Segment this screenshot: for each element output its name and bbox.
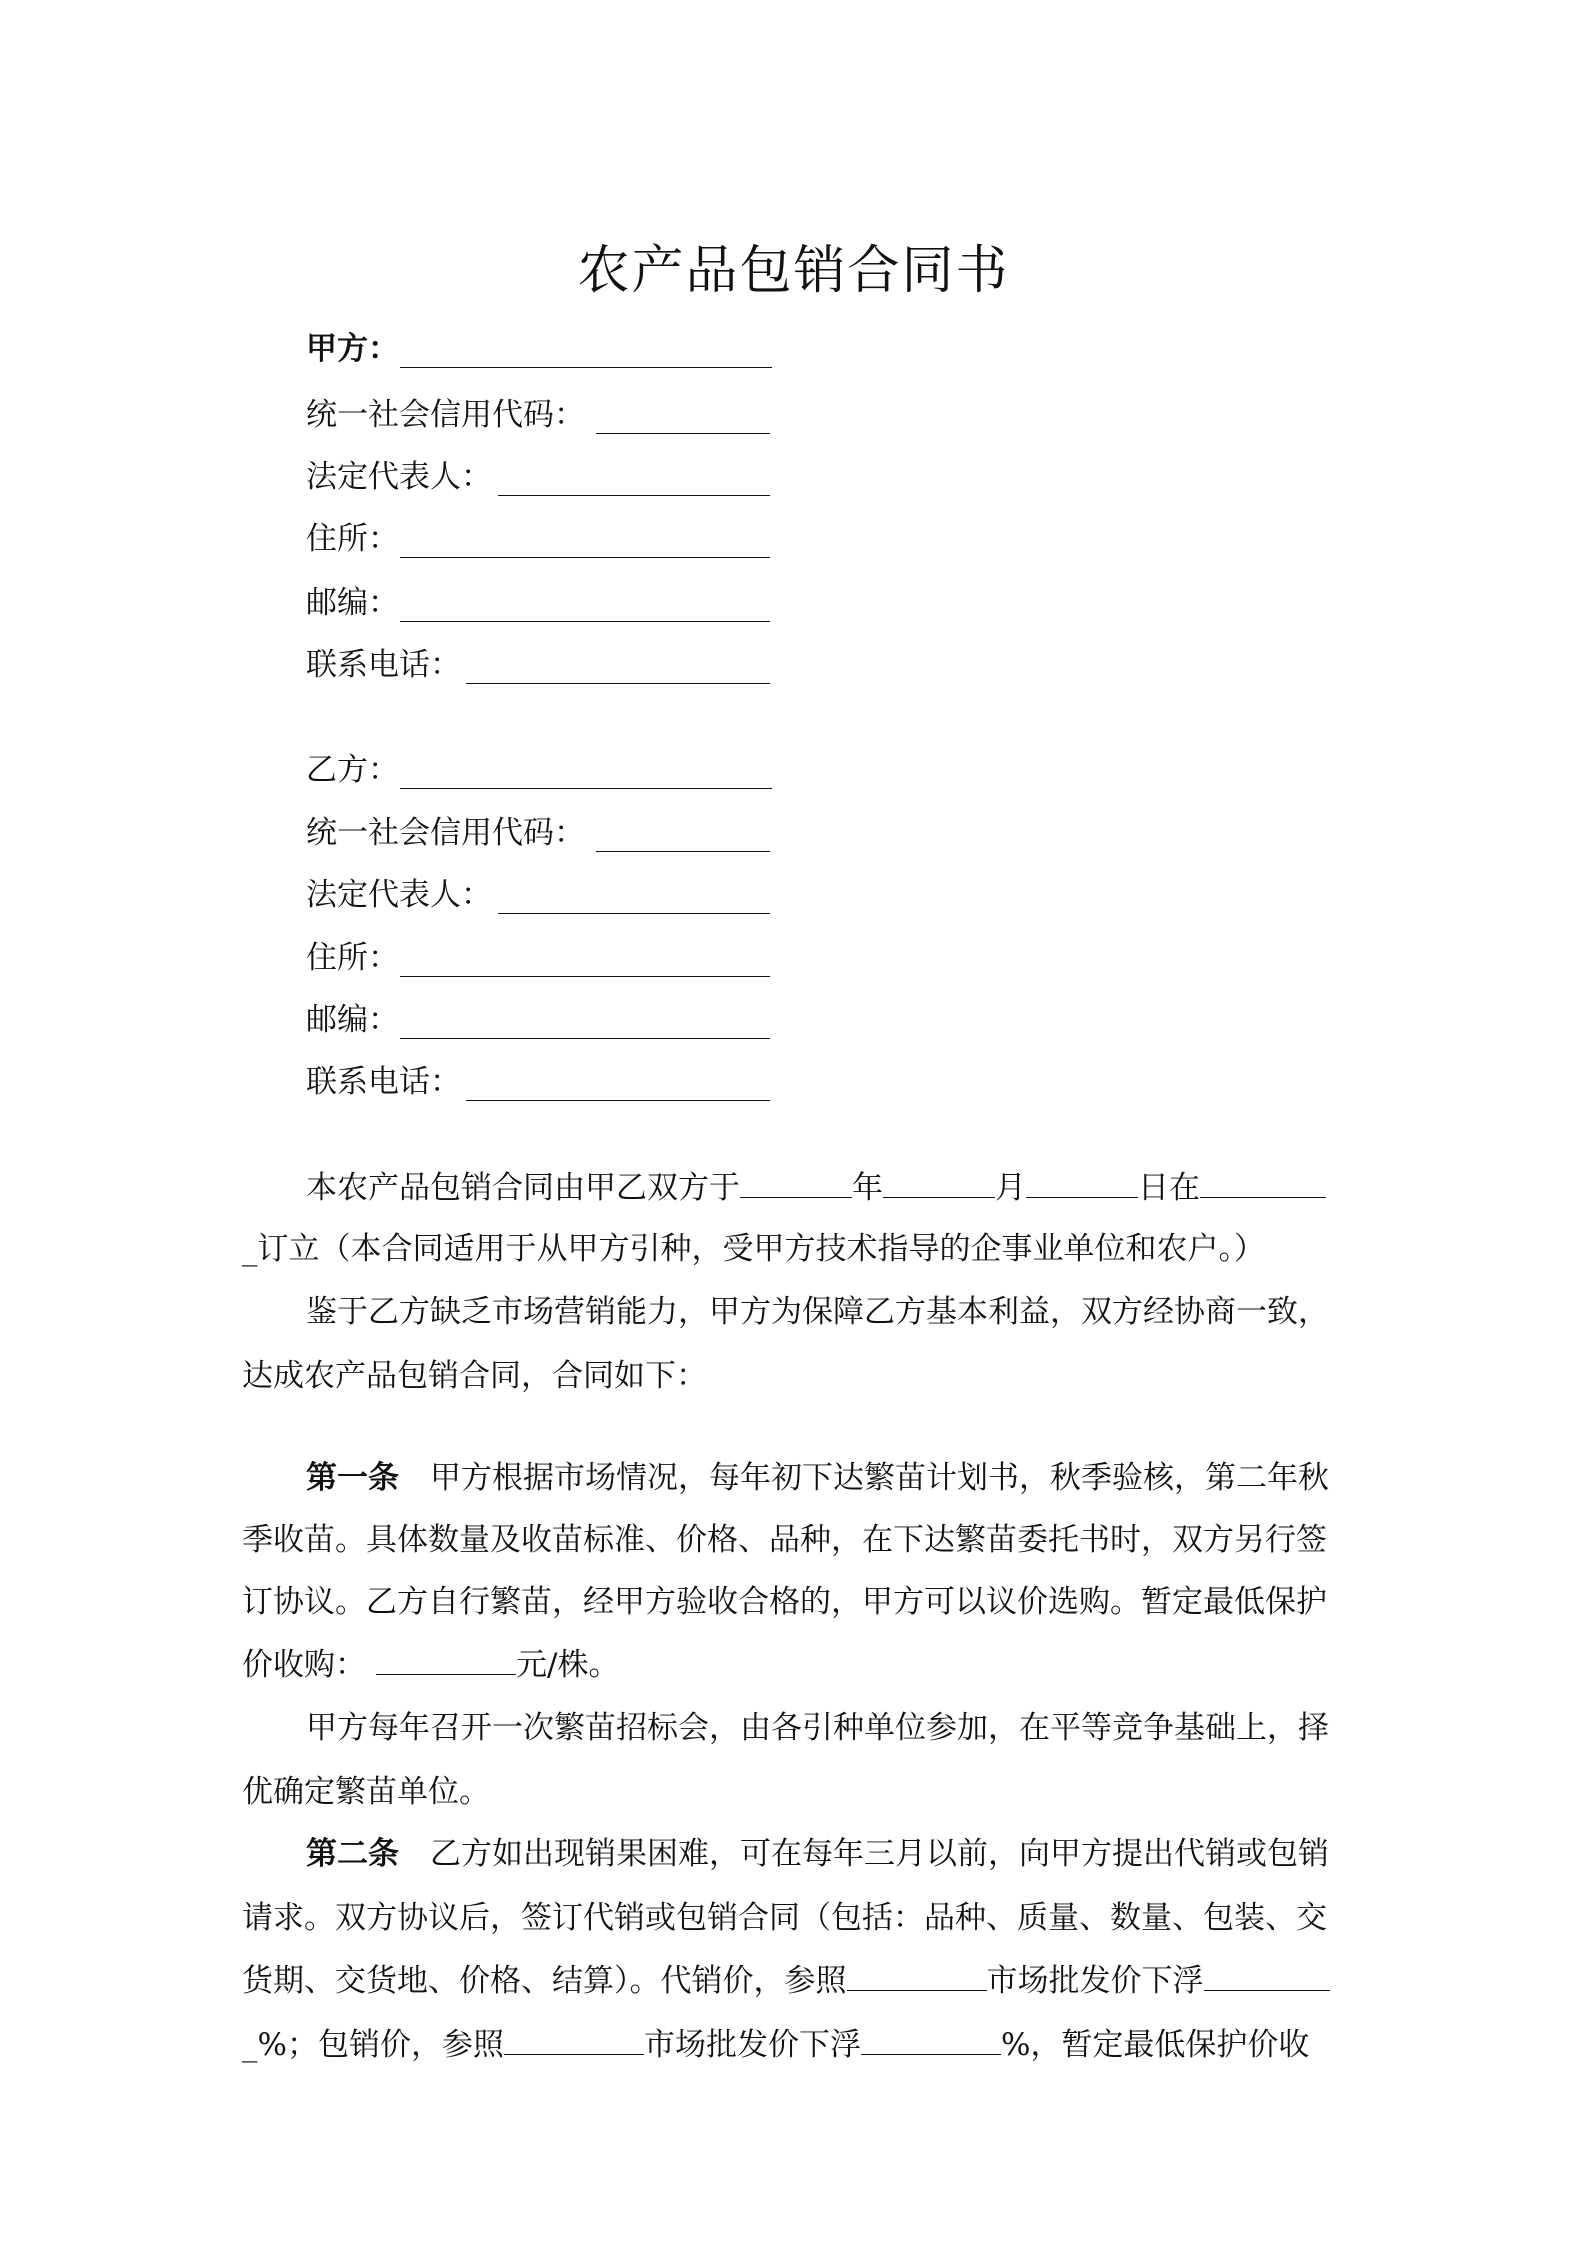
party-b-rep-field (306, 873, 492, 917)
party-a-address-field (306, 517, 399, 561)
party-a-address-label: 住所： (306, 521, 399, 557)
article-1-line-3: 订协议。乙方自行繁苗，经甲方验收合格的，甲方可以议价选购。暂定最低保护 (242, 1584, 1327, 1620)
article-2-line-3 (242, 1958, 1330, 2002)
place-blank[interactable] (1200, 1165, 1326, 1198)
party-a-phone-label: 联系电话： (306, 647, 461, 683)
party-b-credit-label: 统一社会信用代码： (306, 815, 585, 851)
party-a-rep-line[interactable] (498, 495, 770, 496)
party-a-credit-line[interactable] (596, 433, 770, 434)
party-b-address-line[interactable] (400, 976, 770, 977)
party-b-rep-line[interactable] (498, 913, 770, 914)
para-3-line-1: 甲方每年召开一次繁苗招标会，由各引种单位参加，在平等竞争基础上，择 (306, 1710, 1329, 1746)
day-label: 日在 (1138, 1170, 1200, 1206)
para-1-text: 本农产品包销合同由甲乙双方于 (306, 1170, 740, 1206)
party-a-rep-label: 法定代表人： (306, 459, 492, 495)
para-2-line-1: 鉴于乙方缺乏市场营销能力，甲方为保障乙方基本利益，双方经协商一致， (306, 1294, 1329, 1330)
party-a-zip-field (306, 581, 399, 625)
document-title: 农产品包销合同书 (577, 241, 1010, 301)
day-blank[interactable] (1026, 1165, 1138, 1198)
party-a-zip-label: 邮编： (306, 585, 399, 621)
party-b-name-field (306, 748, 399, 792)
agency-discount-continuation: _ (242, 2027, 258, 2063)
agency-market-blank[interactable] (847, 1958, 987, 1991)
party-a-credit-field (306, 393, 585, 437)
agency-discount-blank[interactable] (1204, 1958, 1330, 1991)
para-1-line-2 (242, 1227, 1265, 1271)
article-2-text-1: 乙方如出现销果困难，可在每年三月以前，向甲方提出代销或包销 (430, 1836, 1329, 1872)
party-a-name-field (306, 327, 399, 371)
party-a-credit-label: 统一社会信用代码： (306, 397, 585, 433)
party-a-address-line[interactable] (400, 557, 770, 558)
article-2-text-4a: %；包销价，参照 (257, 2027, 504, 2063)
article-2-text-4b: 市场批发价下浮 (643, 2027, 861, 2063)
party-b-zip-label: 邮编： (306, 1002, 399, 1038)
party-a-name-label: 甲方： (306, 331, 399, 367)
article-1-text-4a: 价收购： (242, 1647, 366, 1683)
party-b-zip-line[interactable] (400, 1038, 770, 1039)
para-2-line-2: 达成农产品包销合同，合同如下： (242, 1358, 707, 1394)
min-price-blank[interactable] (376, 1642, 516, 1675)
party-b-name-line[interactable] (400, 788, 772, 789)
party-b-name-label: 乙方： (306, 752, 399, 788)
party-b-address-field (306, 936, 399, 980)
package-discount-blank[interactable] (861, 2022, 1001, 2055)
article-2-text-3b: 市场批发价下浮 (986, 1963, 1204, 1999)
party-a-phone-field (306, 643, 461, 687)
article-1-text-4b: 元/株。 (516, 1647, 620, 1683)
article-1-line-2: 季收苗。具体数量及收苗标准、价格、品种，在下达繁苗委托书时，双方另行签 (242, 1522, 1327, 1558)
party-b-phone-label: 联系电话： (306, 1064, 461, 1100)
article-1-label: 第一条 (306, 1460, 399, 1496)
para-1-line-1 (306, 1165, 1326, 1209)
party-a-rep-field (306, 455, 492, 499)
party-b-credit-line[interactable] (596, 851, 770, 852)
article-1-line-4 (242, 1642, 619, 1686)
party-b-zip-field (306, 998, 399, 1042)
party-a-name-line[interactable] (400, 367, 772, 368)
article-2-line-4 (242, 2022, 1309, 2066)
article-2-label: 第二条 (306, 1836, 399, 1872)
place-blank-continuation: _ (242, 1231, 258, 1267)
article-1-text-1: 甲方根据市场情况，每年初下达繁苗计划书，秋季验核，第二年秋 (430, 1460, 1329, 1496)
party-b-phone-line[interactable] (466, 1100, 770, 1101)
party-b-address-label: 住所： (306, 940, 399, 976)
article-1-line-1 (306, 1456, 1329, 1500)
para-3-line-2: 优确定繁苗单位。 (242, 1774, 490, 1810)
party-b-rep-label: 法定代表人： (306, 877, 492, 913)
month-label: 月 (995, 1170, 1026, 1206)
article-2-text-4c: %，暂定最低保护价收 (1000, 2027, 1310, 2063)
month-blank[interactable] (883, 1165, 995, 1198)
party-b-phone-field (306, 1060, 461, 1104)
article-2-line-1 (306, 1832, 1329, 1876)
year-blank[interactable] (740, 1165, 852, 1198)
party-a-phone-line[interactable] (466, 683, 770, 684)
article-2-text-3a: 货期、交货地、价格、结算）。代销价，参照 (242, 1963, 847, 1999)
year-label: 年 (852, 1170, 883, 1206)
party-b-credit-field (306, 811, 585, 855)
package-market-blank[interactable] (504, 2022, 644, 2055)
article-2-line-2: 请求。双方协议后，签订代销或包销合同（包括：品种、质量、数量、包装、交 (242, 1900, 1327, 1936)
party-a-zip-line[interactable] (400, 621, 770, 622)
para-1-text-2: 订立（本合同适用于从甲方引种，受甲方技术指导的企事业单位和农户。） (257, 1231, 1265, 1267)
